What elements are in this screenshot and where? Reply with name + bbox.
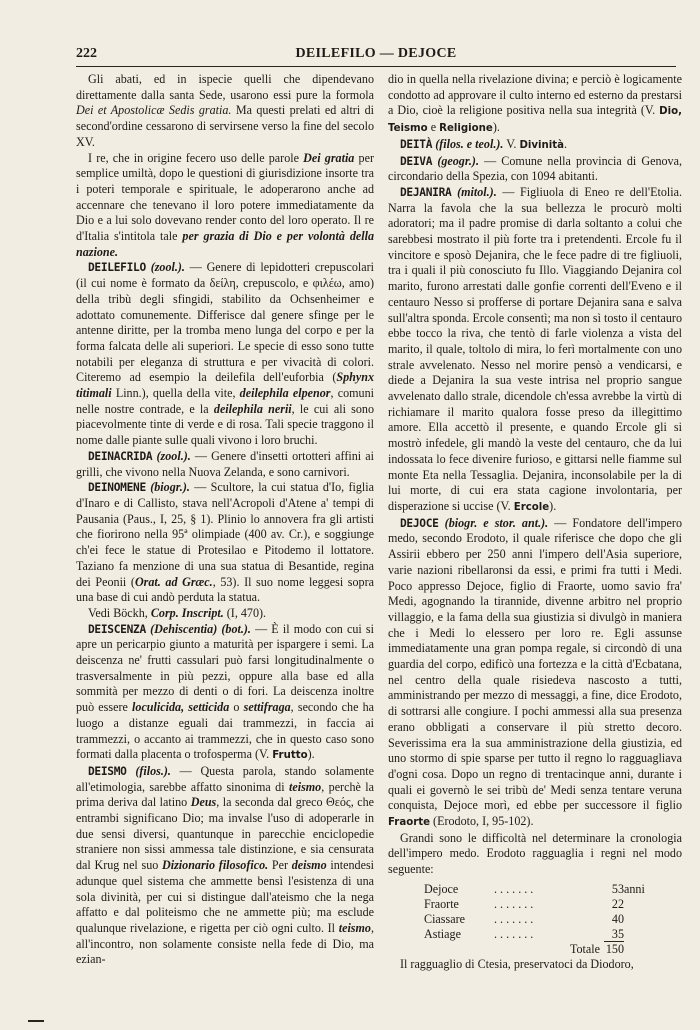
cross-reference: Dio, Teismo: [388, 106, 682, 135]
headword: DEINOMENE: [88, 481, 146, 495]
entry-dei-gratia-continuation: Gli abati, ed in ispecie quelli che dipendevano direttamente dalla santa Sede, usarono essi pure la formola Dei et Apostolicæ Sedis gratia. Ma questi prelati ed altri di second'ordine cessarono di servirsene verso la fine del secolo XV.: [76, 72, 374, 149]
headword: DEILEFILO: [88, 261, 146, 275]
page-number: 222: [76, 46, 97, 61]
right-column: [388, 72, 682, 973]
entry-deismo-continuation: dio in quella nella rivelazione divina; e perciò è logicamente condotto ad approvare il culto interno ed esterno da prestarsi a Dio, cioè la religione positiva nella sua integrità (V. Dio, Teismo e Religione).: [388, 72, 682, 135]
header-rule: [76, 66, 676, 67]
cross-reference: Religione: [439, 123, 493, 135]
entry-dejoce: DEJOCE (biogr. e stor. ant.). — Fondatore dell'impero medo, secondo Erodoto, il quale riferisce che dopo che gli Assirii ebbero per 250 anni l'impero dell'Asia superiore, varie nazioni ribellaronsi da essi, e primi fra tutti i Medi. Poco appresso Dejoce, figlio di Fraorte, uomo savio fra' Medi, agognando la tirannide, divenne arbitro nel proprio villaggio, e la fama della sua giustizia si divulgò in maniera che i Medi lo elessero per loro re. Egli assunse immediatamente una gran pompa regale, si circondò di una guardia del corpo, edificò una fortezza e la città d'Ecbatana, nel centro della quale risiedeva nascosto a tutti, amministrando per mezzo di messaggi, a fine, dice Erodoto, di sottrarsi alle congiure. I pochi ammessi alla sua presenza erano obbligati a conservare il più stretto decoro. Severissima era la sua amministrazione della giustizia, ed uno stormo di spie sparse per tutto il regno lo ragguagliava d'ogni cosa. Dopo un regno di trentacinque anni, durante i quali ei governò le sei tribù de' Medi senza tentare veruna conquista, Dejoce morì, ed ebbe per successore il figlio Fraorte (Erodoto, I, 95-102).: [388, 515, 682, 829]
reign-table: [424, 882, 645, 957]
headword: DEISCENZA: [88, 622, 146, 636]
total-value: 150: [605, 942, 624, 957]
paragraph-grandi: Grandi sono le difficoltà nel determinare la cronologia dell'impero medo. Erodoto ragguaglia i regni nel modo seguente:: [388, 830, 682, 877]
running-title: DEILEFILO — DEJOCE: [295, 46, 457, 61]
headword: DEINACRIDA: [88, 449, 153, 463]
table-total-row: Totale 150: [569, 942, 624, 957]
headword: DEITÀ: [400, 137, 433, 151]
entry-deiscenza: DEISCENZA (Dehiscentia) (bot.). — È il modo con cui si apre un pericarpio giunto a maturità per ispargere i semi. La deiscenza ne' frutti cassulari può farsi longitudinalmente o trasversalmente in più pezzi, oppure alla base ed alla sommità per mezzo di denti o di fori. La deiscenza inoltre può essere loculicida, setticida o settifraga, secondo che ha luogo a distanze eguali dai trammezzi, in faccia ai trammezzi, o accanto ai trammezzi, che in questo caso sono formati dalla placenta o trofosperma (V. Frutto).: [76, 621, 375, 762]
cross-reference: Divinità: [519, 139, 565, 151]
headword: DEJOCE: [400, 516, 439, 530]
left-column: [76, 72, 374, 968]
entry-dejanira: DEJANIRA (mitol.). — Figliuola di Eneo re dell'Etolia. Narra la favola che la sua bellezza le procurò molti adoratori; ma il padre promise di darla soltanto a colui che sarebbesi mostrato il più forte tra i pretendenti. Ercole fu il vincitore e sposò Dejanira, che le fece padre di tre figliuoli, tra i quali il più conosciuto fu Illo. Viaggiando Dejanira col marito, furono arrestati dalle gonfie correnti dell'Eveno e il centauro Nesso si profferse di portare Dejanira sana e salva sull'altra sponda. Ercole consentì; ma non sì tosto il centauro ebbe tocco la riva, che tentò di farle violenza a vista del marito, il quale, toltolo di mira, lo ferì mortalmente con uno strale avvelenato. Nesso nel morire pensò a vendicarsi, e diede a Dejanira la sua veste intrisa nel proprio sangue avvelenato dallo strale, dicendole ch'essa avrebbe la virtù di richiamare il marito qualora fosse preso da illegittimo amore. Ella accettò il presente, e quando Ercole gli si mostrò infedele, gli mandò la veste del centauro, che da lui indossata lo fece divenire furioso, e gittarsi nelle fiamme sul monte Eta nella Tessaglia. Dejanira, inconsolabile per la di lui morte, di cui era stata cagione involontaria, per disperazione si uccise (V. Ercole).: [388, 184, 682, 513]
paragraph-ctesia: Il ragguaglio di Ctesia, preservatoci da Diodoro,: [400, 957, 634, 972]
table-row: Fraorte . . . . . . . 22: [424, 896, 624, 911]
table-row: Ciassare . . . . . . . 40: [424, 912, 624, 927]
cross-reference: Fraorte: [388, 817, 431, 829]
paragraph-re: I re, che in origine fecero uso delle parole Dei gratia per semplice umiltà, dopo le questioni di giurisdizione insorte tra i poteri temporale e spirituale, le adoperarono anche ad accennare che tenevano il loro potere immediatamente da Dio e a lui solo dovevano render conto del loro operato. Il re d'Italia s'intitola tale per grazia di Dio e per volontà della nazione.: [76, 150, 375, 259]
margin-mark: [28, 1020, 44, 1022]
running-header: [76, 46, 676, 64]
entry-deismo: DEISMO (filos.). — Questa parola, stando solamente all'etimologia, sarebbe affatto sinonima di teismo, perchè la prima deriva dal latino Deus, la seconda dal greco Θεός, che entrambi significano Dio; ma invalse l'uso di adoperarle in due sensi diversi, quantunque in parecchie enciclopedie straniere non sissi ammessa tale distinzione, e sia censurata dal Krug nel suo Dizionario filosofico. Per deismo intendesi adunque quel sistema che ammette bensì l'esistenza di una sola divinità, per cui si distingue dall'ateismo che la nega affatto e dal politeismo che ne ammette più; ma esclude qualunque rivelazione, e rigetta per ciò ogni culto. Il teismo, all'incontro, non solamente consiste nella fede di Dio, ma ezian-: [76, 763, 375, 967]
paragraph-vedi: Vedi Böckh, Corp. Inscript. (I, 470).: [88, 605, 267, 620]
entry-deiva: DEIVA (geogr.). — Comune nella provincia di Genova, circondario della Spezia, con 1094 abitanti.: [388, 153, 682, 184]
entry-deinomene: DEINOMENE (biogr.). — Scultore, la cui statua d'Io, figlia d'Inaro e di Callisto, stava nell'Acropoli d'Atene a' tempi di Pausania (Paus., I, 25, § 1). Plinio lo annovera fra gli artisti che fiorirono nella 95ª olimpiade (400 av. Cr.), e soggiunge ch'ei fece le statue di Protesilao e Pitodemo il lottatore. Taziano fa menzione di una sua statua di Besantide, regina dei Peonii (Orat. ad Græc., 53). Il suo nome leggesi sopra una base di cui andò perduta la statua.: [76, 480, 374, 605]
table-row: Astiage . . . . . . . 35: [424, 927, 624, 942]
headword: DEIVA: [400, 154, 433, 168]
headword: DEJANIRA: [400, 185, 452, 199]
entry-deinacrida: DEINACRIDA (zool.). — Genere d'insetti ortotteri affini ai grilli, che vivono nella Nuova Zelanda, e sono carnivori.: [76, 448, 374, 479]
entry-deita: DEITÀ (filos. e teol.). V. Divinità.: [400, 136, 568, 151]
table-row: Dejoce . . . . . . . 53 anni: [424, 881, 645, 896]
cross-reference: Ercole: [513, 501, 550, 513]
headword: DEISMO: [88, 764, 127, 778]
entry-deilefilo: DEILEFILO (zool.). — Genere di lepidotteri crepuscolari (il cui nome è formato da δείλη, crepuscolo, e φιλέω, amo) della tribù degli sfingidi, stabilito da Ochsenheimer e adottato comunemente. Differisce dal genere sfinge per le antenne diritte, per la tromba meno lunga del corpo e per la forma falcata delle ali superiori. Le specie di esso sono tutte notabili per eleganza di struttura e per vivacità di colori. Citeremo ad esempio la deilefila dell'euforbia (Sphynx titimali Linn.), quella della vite, deilephila elpenor, comuni nelle nostre contrade, e la deilephila nerii, le cui ali sono piacevolmente tinte di verde e di rosa. Tali specie traggono il nome dalle piante sulle quali vivono i loro bruchi.: [76, 260, 374, 448]
cross-reference: Frutto: [272, 750, 308, 762]
